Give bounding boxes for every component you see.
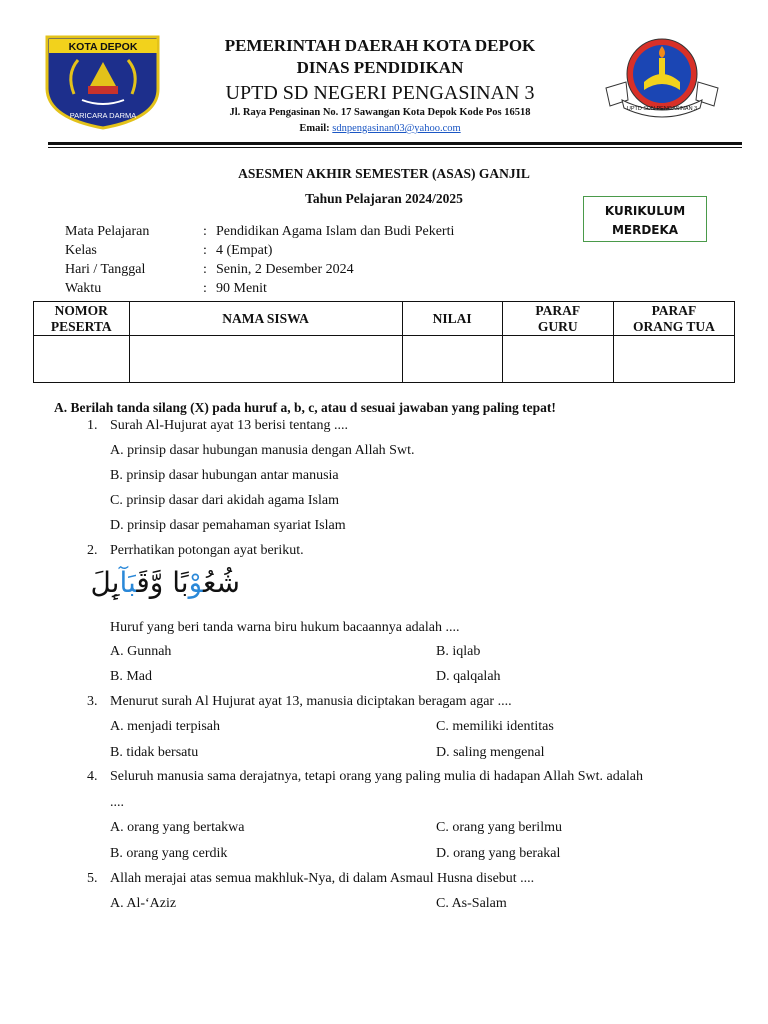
header-text: GURU — [537, 318, 578, 334]
arabic-text: شُعُ — [203, 566, 240, 599]
option[interactable]: B. prinsip dasar hubungan antar manusia — [110, 468, 339, 483]
question-text: Perrhatikan potongan ayat berikut. — [110, 543, 304, 558]
info-value: Senin, 2 Desember 2024 — [216, 262, 354, 277]
info-colon: : — [203, 243, 207, 258]
option[interactable]: A. Al-‘Aziz — [110, 896, 177, 911]
arabic-text: بًا وَّقَ — [136, 566, 189, 599]
option[interactable]: D. orang yang berakal — [436, 846, 561, 861]
arabic-text: ىِٕلَ — [90, 566, 120, 599]
option[interactable]: C. As-Salam — [436, 896, 507, 911]
option[interactable]: C. orang yang berilmu — [436, 820, 562, 835]
entry-paraf-orang-tua[interactable] — [613, 336, 734, 383]
option[interactable]: C. prinsip dasar dari akidah agama Islam — [110, 493, 339, 508]
header-email-line — [190, 123, 570, 134]
info-value: Pendidikan Agama Islam dan Budi Pekerti — [216, 224, 455, 239]
option[interactable]: D. qalqalah — [436, 669, 501, 684]
header-text: PARAF — [651, 302, 697, 318]
question-text-continued: .... — [110, 795, 124, 810]
header-text: PARAF — [535, 302, 581, 318]
question-number: 3. — [87, 694, 98, 709]
question-text: Seluruh manusia sama derajatnya, tetapi orang yang paling mulia di hadapan Allah Swt. adalah — [110, 769, 644, 784]
info-label: Mata Pelajaran — [65, 224, 150, 239]
school-logo — [604, 36, 720, 120]
option[interactable]: B. orang yang cerdik — [110, 846, 228, 861]
question-number: 2. — [87, 543, 98, 558]
header-government: PEMERINTAH DAERAH KOTA DEPOK — [224, 36, 536, 55]
entry-nomor-peserta[interactable] — [34, 336, 130, 383]
table-header-row — [34, 302, 735, 336]
header-nomor-peserta — [34, 302, 130, 336]
exam-year: Tahun Pelajaran 2024/2025 — [305, 191, 463, 206]
header-address: Jl. Raya Pengasinan No. 17 Sawangan Kota Depok Kode Pos 16518 — [229, 107, 531, 118]
header-text: PESERTA — [50, 318, 112, 334]
option[interactable]: A. orang yang bertakwa — [110, 820, 245, 835]
option[interactable]: A. menjadi terpisah — [110, 719, 221, 734]
email-label: Email: — [299, 123, 330, 134]
option[interactable]: D. prinsip dasar pemahaman syariat Islam — [110, 518, 346, 533]
option[interactable]: D. saling mengenal — [436, 745, 545, 760]
arabic-verse-fragment — [90, 566, 240, 612]
header-nama-siswa: NAMA SISWA — [129, 302, 402, 336]
header-nilai: NILAI — [402, 302, 502, 336]
arabic-highlight: بَآ — [119, 566, 137, 599]
info-label: Hari / Tanggal — [65, 262, 146, 277]
option[interactable]: C. memiliki identitas — [436, 719, 554, 734]
header-department: DINAS PENDIDIKAN — [296, 58, 464, 77]
header-text: ORANG TUA — [632, 318, 715, 334]
option[interactable]: A. Gunnah — [110, 644, 172, 659]
question-text: Surah Al-Hujurat ayat 13 berisi tentang .... — [110, 418, 348, 433]
header-school-name: UPTD SD NEGERI PENGASINAN 3 — [225, 82, 535, 104]
entry-nilai[interactable] — [402, 336, 502, 383]
info-colon: : — [203, 262, 207, 277]
info-value: 4 (Empat) — [216, 243, 273, 258]
arabic-highlight: وْ — [188, 566, 204, 599]
entry-paraf-guru[interactable] — [502, 336, 613, 383]
logo-left-bottom-text: PARICARA DARMA — [69, 111, 137, 120]
question-number: 1. — [87, 418, 98, 433]
header-paraf-orang-tua — [613, 302, 734, 336]
exam-info — [0, 224, 768, 300]
curriculum-line-1: KURIKULUM — [604, 204, 686, 218]
entry-nama-siswa[interactable] — [129, 336, 402, 383]
student-table — [33, 301, 735, 383]
question-text: Allah merajai atas semua makhluk-Nya, di dalam Asmaul Husna disebut .... — [110, 871, 535, 886]
question-text-continued: Huruf yang beri tanda warna biru hukum bacaannya adalah .... — [110, 620, 460, 635]
info-label: Kelas — [65, 243, 97, 258]
info-label: Waktu — [65, 281, 102, 296]
header-rule-thin — [48, 147, 742, 148]
option[interactable]: B. iqlab — [436, 644, 481, 659]
option[interactable]: A. prinsip dasar hubungan manusia dengan Allah Swt. — [110, 443, 415, 458]
header-text: NOMOR — [54, 302, 108, 318]
question-text: Menurut surah Al Hujurat ayat 13, manusia diciptakan beragam agar .... — [110, 694, 512, 709]
kota-depok-logo — [44, 34, 162, 130]
header-paraf-guru — [502, 302, 613, 336]
logo-left-top-text: KOTA DEPOK — [68, 41, 138, 53]
table-entry-row — [34, 336, 735, 383]
info-colon: : — [203, 281, 207, 296]
logo-right-text: UPTD SDN PENGASINAN 3 — [626, 106, 698, 112]
exam-title: ASESMEN AKHIR SEMESTER (ASAS) GANJIL — [238, 166, 530, 181]
info-colon: : — [203, 224, 207, 239]
email-link[interactable]: sdnpengasinan03@yahoo.com — [332, 123, 461, 134]
section-a-instruction: A. Berilah tanda silang (X) pada huruf a, b, c, atau d sesuai jawaban yang paling tepat! — [54, 400, 556, 415]
question-number: 5. — [87, 871, 98, 886]
option[interactable]: B. tidak bersatu — [110, 745, 199, 760]
curriculum-line-2: MERDEKA — [611, 223, 679, 237]
header-rule-thick — [48, 142, 742, 145]
info-value: 90 Menit — [216, 281, 267, 296]
question-number: 4. — [87, 769, 98, 784]
option[interactable]: B. Mad — [110, 669, 152, 684]
